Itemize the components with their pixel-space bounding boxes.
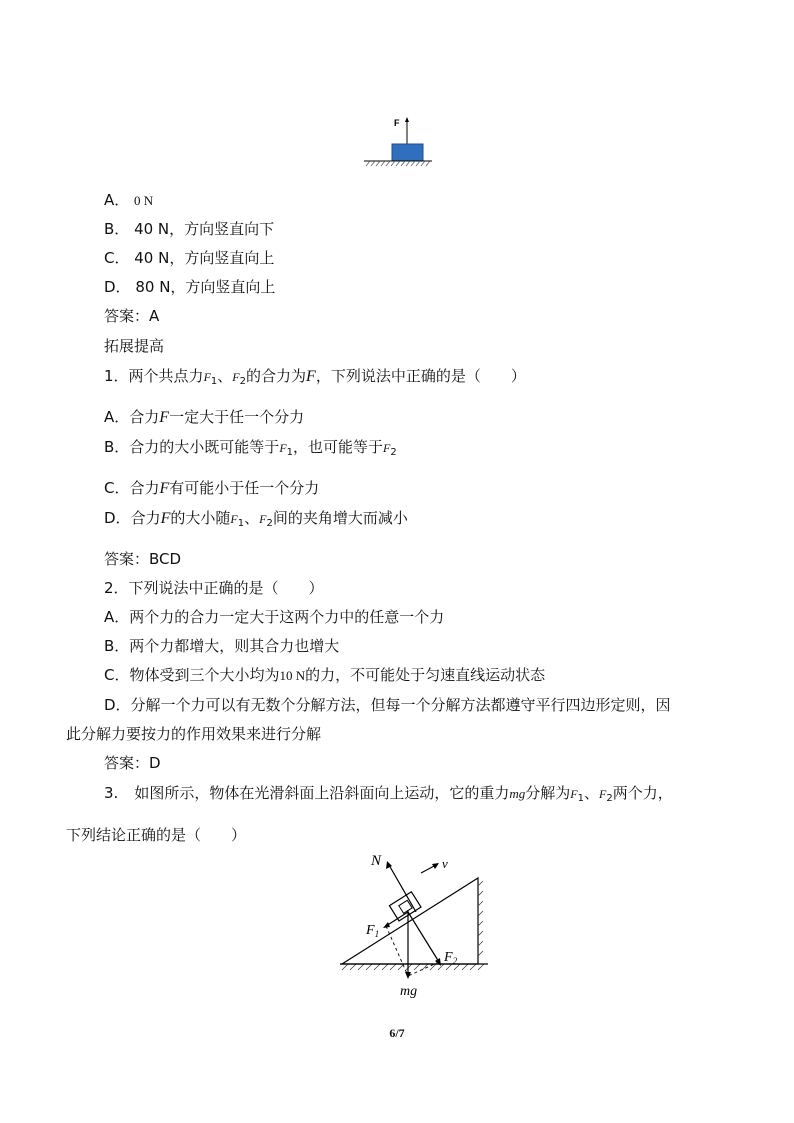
- question-number: 2．: [104, 579, 129, 597]
- label-f1: $F_1$: [366, 923, 380, 939]
- symbol-f1: F: [570, 787, 578, 801]
- q2-option-d-line2: 此分解力要按力的作用效果来进行分解: [66, 725, 322, 743]
- separator: 、: [244, 509, 260, 527]
- symbol-f2: F: [598, 787, 607, 801]
- option-label: C．: [104, 249, 130, 267]
- answer: 答案：A: [104, 307, 160, 325]
- question-3-stem-line1: [104, 783, 673, 809]
- question-1-stem: [104, 366, 526, 392]
- label-f2: $F_2$: [444, 950, 458, 966]
- incline-ground-hatch: [342, 964, 484, 970]
- value: 10 N: [279, 668, 306, 683]
- blue-block: [392, 144, 423, 161]
- question-number: 3.: [104, 784, 119, 802]
- incline-force-figure: [338, 852, 490, 1004]
- separator: 、: [583, 784, 599, 802]
- option-label: A．: [104, 408, 130, 426]
- force-label-f: F: [394, 118, 400, 128]
- q1-answer: 答案：BCD: [104, 550, 182, 568]
- incline-triangle: [342, 878, 478, 964]
- option-text: 40 N，方向竖直向上: [134, 249, 275, 267]
- option-text: 间的夹角增大而减小: [272, 509, 408, 527]
- option-label: C．: [104, 479, 130, 497]
- option-a: [104, 190, 153, 211]
- wall-hatch: [478, 881, 483, 956]
- label-v: v: [442, 856, 448, 871]
- q1-option-c: [104, 478, 319, 499]
- force-arrowhead: [405, 117, 409, 122]
- option-label: D．: [104, 509, 131, 527]
- subscript: 2: [606, 793, 613, 804]
- option-text: 80 N，方向竖直向上: [135, 278, 276, 296]
- q1-option-d: [104, 508, 408, 534]
- symbol-f2: F: [259, 512, 267, 526]
- option-text: 的大小随: [170, 509, 231, 527]
- option-d: [104, 277, 275, 297]
- subscript: 2: [239, 376, 247, 387]
- stem-text: 分解为: [525, 784, 571, 802]
- separator: 、: [217, 367, 233, 385]
- dashed-guide-1: [386, 926, 408, 976]
- symbol-f1: F: [203, 370, 211, 384]
- option-text: 合力的大小既可能等于: [129, 438, 280, 456]
- q1-option-b: [104, 437, 397, 463]
- symbol-f2: F: [232, 370, 240, 384]
- q2-option-c: [104, 665, 545, 686]
- q2-option-b: B．两个力都增大，则其合力也增大: [104, 637, 340, 655]
- page-number: 6/7: [389, 1026, 405, 1040]
- subscript: 1: [210, 376, 218, 387]
- option-label: B．: [104, 438, 130, 456]
- option-text: 合力: [129, 479, 160, 497]
- question-3-stem-line2: 下列结论正确的是（ ）: [66, 826, 247, 844]
- symbol-f: F: [306, 368, 316, 385]
- section-title: 拓展提高: [104, 337, 165, 355]
- option-text: C．物体受到三个大小均为: [104, 666, 280, 684]
- stem-text: 两个共点力: [128, 367, 204, 385]
- subscript: 2: [390, 447, 397, 458]
- label-mg: mg: [400, 984, 418, 999]
- question-number: 1．: [104, 367, 129, 385]
- f2-arrow: [408, 912, 439, 962]
- stem-text: 的合力为: [246, 367, 307, 385]
- option-text: ，也可能等于: [293, 438, 384, 456]
- subscript: 1: [577, 793, 584, 804]
- q2-option-d-line1: D．分解一个力可以有无数个分解方法，但每一个分解方法都遵守平行四边形定则，因: [104, 696, 671, 714]
- symbol-f1: F: [230, 512, 238, 526]
- ground-hatch: [366, 161, 430, 166]
- symbol-f2: F: [383, 441, 391, 455]
- q2-option-a: A．两个力的合力一定大于这两个力中的任意一个力: [104, 608, 445, 626]
- symbol-f: F: [160, 510, 171, 527]
- option-text: 0 N: [134, 193, 154, 208]
- subscript: 1: [237, 518, 245, 529]
- stem-text: 下列说法中正确的是（ ）: [128, 579, 324, 597]
- stem-text: 两个力，: [612, 784, 673, 802]
- option-label: B．: [104, 220, 130, 238]
- subscript: 1: [286, 447, 294, 458]
- stem-text: ，下列说法中正确的是（ ）: [315, 367, 526, 385]
- option-text: 一定大于任一个分力: [169, 408, 305, 426]
- label-n: N: [371, 853, 382, 869]
- option-c: [104, 248, 274, 268]
- velocity-arrowhead: [432, 863, 439, 869]
- subscript: 2: [266, 518, 273, 529]
- option-label: D．: [104, 278, 131, 296]
- symbol-mg: mg: [509, 786, 526, 801]
- symbol-f: F: [159, 409, 170, 426]
- option-text: 的力，不可能处于匀速直线运动状态: [305, 666, 546, 684]
- symbol-f1: F: [279, 441, 287, 455]
- option-b: [104, 219, 274, 239]
- q2-answer: 答案：D: [104, 754, 161, 772]
- option-text: 合力: [129, 408, 160, 426]
- stem-text: 如图所示，物体在光滑斜面上沿斜面向上运动，它的重力: [134, 784, 510, 802]
- symbol-f: F: [159, 480, 170, 497]
- option-text: 合力: [130, 509, 161, 527]
- question-2-stem: [104, 578, 324, 598]
- option-text: 40 N，方向竖直向下: [134, 220, 275, 238]
- option-label: A．: [104, 191, 130, 209]
- block-force-figure: [362, 111, 434, 171]
- option-text: 有可能小于任一个分力: [169, 479, 320, 497]
- q1-option-a: [104, 407, 304, 428]
